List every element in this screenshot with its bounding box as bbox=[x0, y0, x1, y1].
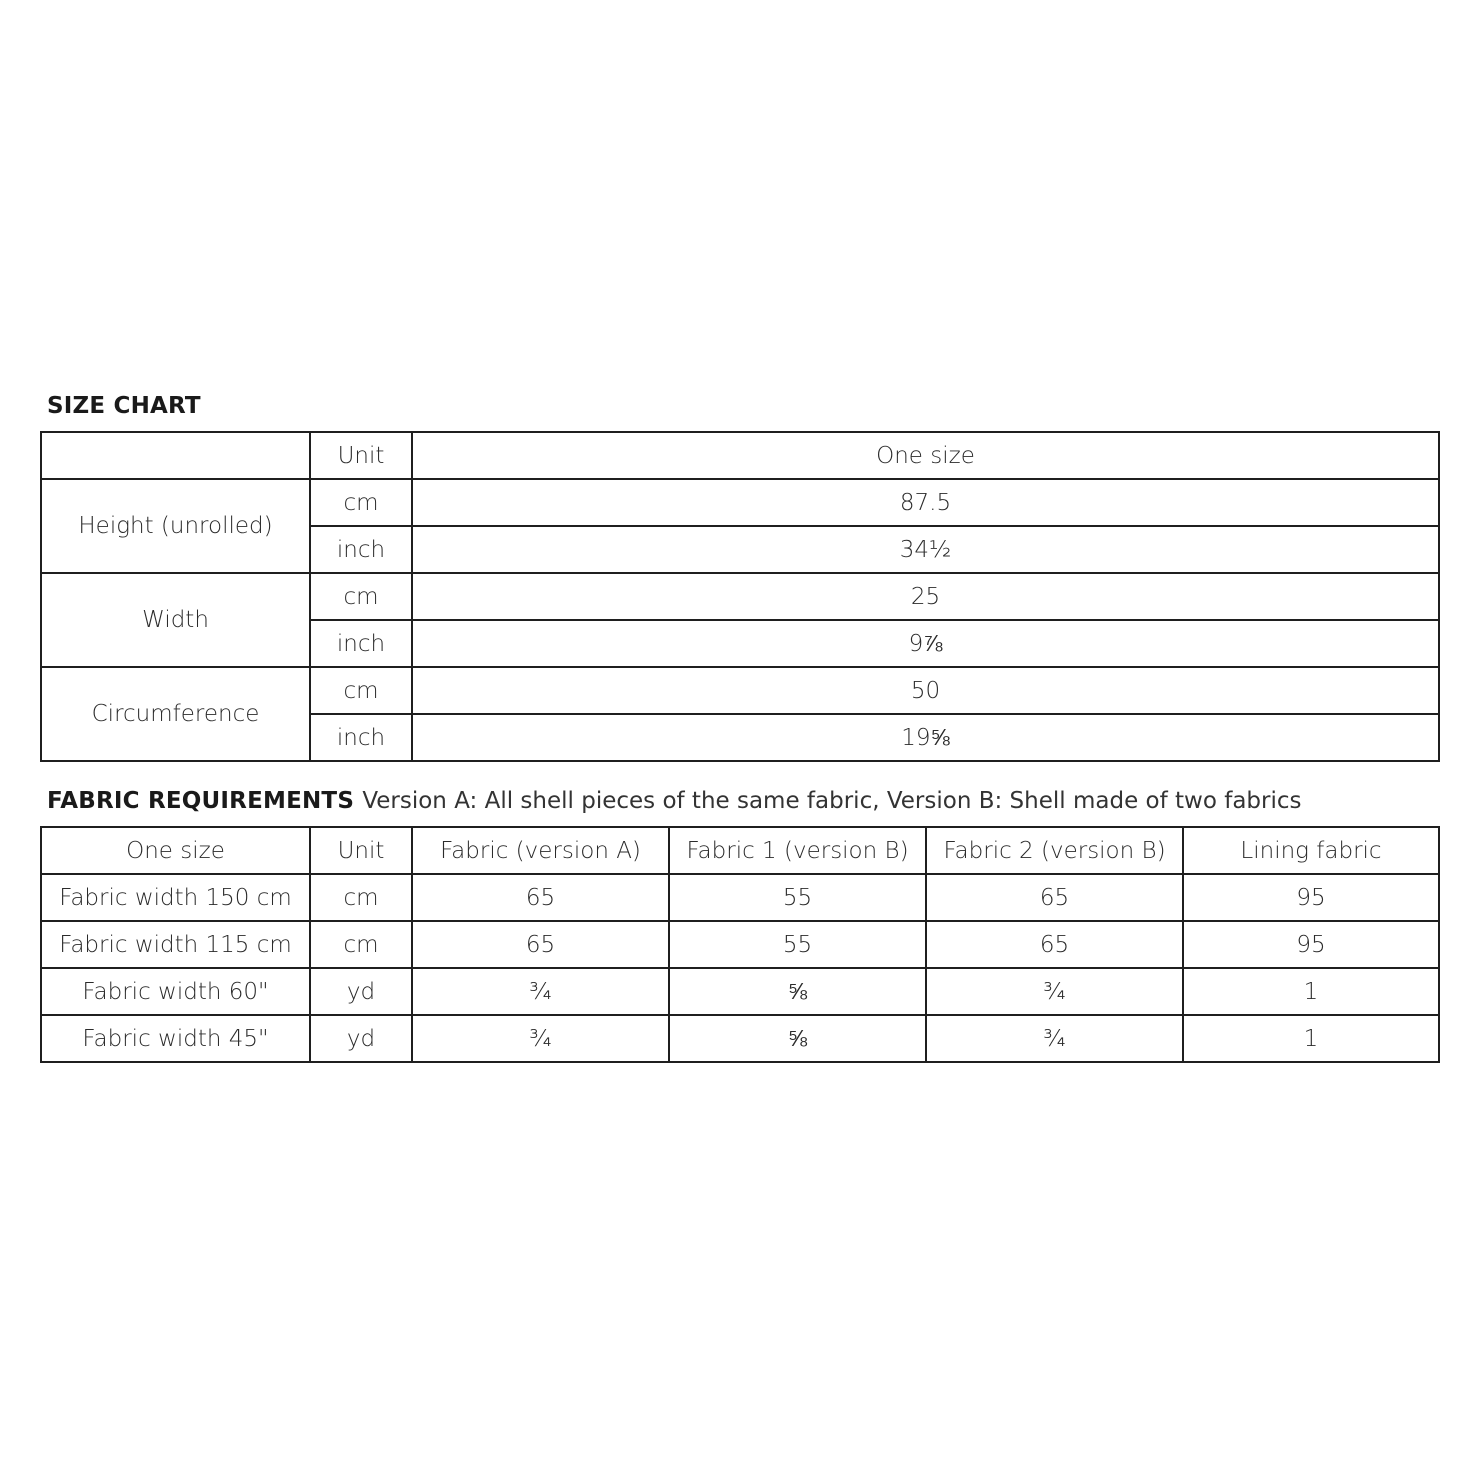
unit-cell: inch bbox=[310, 714, 412, 761]
unit-cell: cm bbox=[310, 921, 412, 968]
table-row bbox=[41, 921, 1439, 968]
unit-cell: cm bbox=[310, 479, 412, 526]
value-cell: ¾ bbox=[412, 1015, 669, 1062]
row-label-width: Width bbox=[41, 573, 310, 667]
value-cell: 95 bbox=[1183, 921, 1439, 968]
value-cell: ⅝ bbox=[669, 968, 926, 1015]
value-cell: 95 bbox=[1183, 874, 1439, 921]
fabric-requirements-subtitle: Version A: All shell pieces of the same fabric, Version B: Shell made of two fabrics bbox=[362, 788, 1302, 814]
fabric-requirements-heading bbox=[47, 788, 1302, 814]
value-cell: ¾ bbox=[926, 968, 1183, 1015]
table-row bbox=[41, 573, 1439, 620]
value-cell: ¾ bbox=[926, 1015, 1183, 1062]
header-cell: Fabric (version A) bbox=[412, 827, 669, 874]
size-chart-header-row bbox=[41, 432, 1439, 479]
row-label-cell: Fabric width 150 cm bbox=[41, 874, 310, 921]
size-chart-header-label bbox=[41, 432, 310, 479]
header-cell: One size bbox=[41, 827, 310, 874]
table-row bbox=[41, 874, 1439, 921]
size-chart-title: SIZE CHART bbox=[47, 393, 201, 419]
value-cell: ⅝ bbox=[669, 1015, 926, 1062]
value-cell: 1 bbox=[1183, 1015, 1439, 1062]
row-label-cell: Fabric width 60" bbox=[41, 968, 310, 1015]
unit-cell: cm bbox=[310, 667, 412, 714]
table-row bbox=[41, 968, 1439, 1015]
row-label-height: Height (unrolled) bbox=[41, 479, 310, 573]
value-cell: 65 bbox=[412, 921, 669, 968]
value-cell: 55 bbox=[669, 874, 926, 921]
row-label-cell: Fabric width 115 cm bbox=[41, 921, 310, 968]
table-row bbox=[41, 1015, 1439, 1062]
size-chart-header-unit: Unit bbox=[310, 432, 412, 479]
table-row bbox=[41, 479, 1439, 526]
value-cell: 65 bbox=[412, 874, 669, 921]
unit-cell: yd bbox=[310, 968, 412, 1015]
value-cell: 65 bbox=[926, 921, 1183, 968]
table-row bbox=[41, 667, 1439, 714]
value-cell: 1 bbox=[1183, 968, 1439, 1015]
header-cell: Unit bbox=[310, 827, 412, 874]
unit-cell: inch bbox=[310, 526, 412, 573]
unit-cell: inch bbox=[310, 620, 412, 667]
value-cell: 50 bbox=[412, 667, 1439, 714]
unit-cell: yd bbox=[310, 1015, 412, 1062]
fabric-requirements-title: FABRIC REQUIREMENTS bbox=[47, 788, 355, 814]
unit-cell: cm bbox=[310, 573, 412, 620]
header-cell: Lining fabric bbox=[1183, 827, 1439, 874]
value-cell: 34½ bbox=[412, 526, 1439, 573]
row-label-circumference: Circumference bbox=[41, 667, 310, 761]
unit-cell: cm bbox=[310, 874, 412, 921]
header-cell: Fabric 2 (version B) bbox=[926, 827, 1183, 874]
fabric-header-row bbox=[41, 827, 1439, 874]
value-cell: 9⅞ bbox=[412, 620, 1439, 667]
row-label-cell: Fabric width 45" bbox=[41, 1015, 310, 1062]
size-chart-header-value: One size bbox=[412, 432, 1439, 479]
size-chart-table bbox=[40, 431, 1440, 762]
value-cell: 19⅝ bbox=[412, 714, 1439, 761]
value-cell: 25 bbox=[412, 573, 1439, 620]
value-cell: 55 bbox=[669, 921, 926, 968]
value-cell: ¾ bbox=[412, 968, 669, 1015]
fabric-requirements-table bbox=[40, 826, 1440, 1063]
value-cell: 87.5 bbox=[412, 479, 1439, 526]
header-cell: Fabric 1 (version B) bbox=[669, 827, 926, 874]
value-cell: 65 bbox=[926, 874, 1183, 921]
